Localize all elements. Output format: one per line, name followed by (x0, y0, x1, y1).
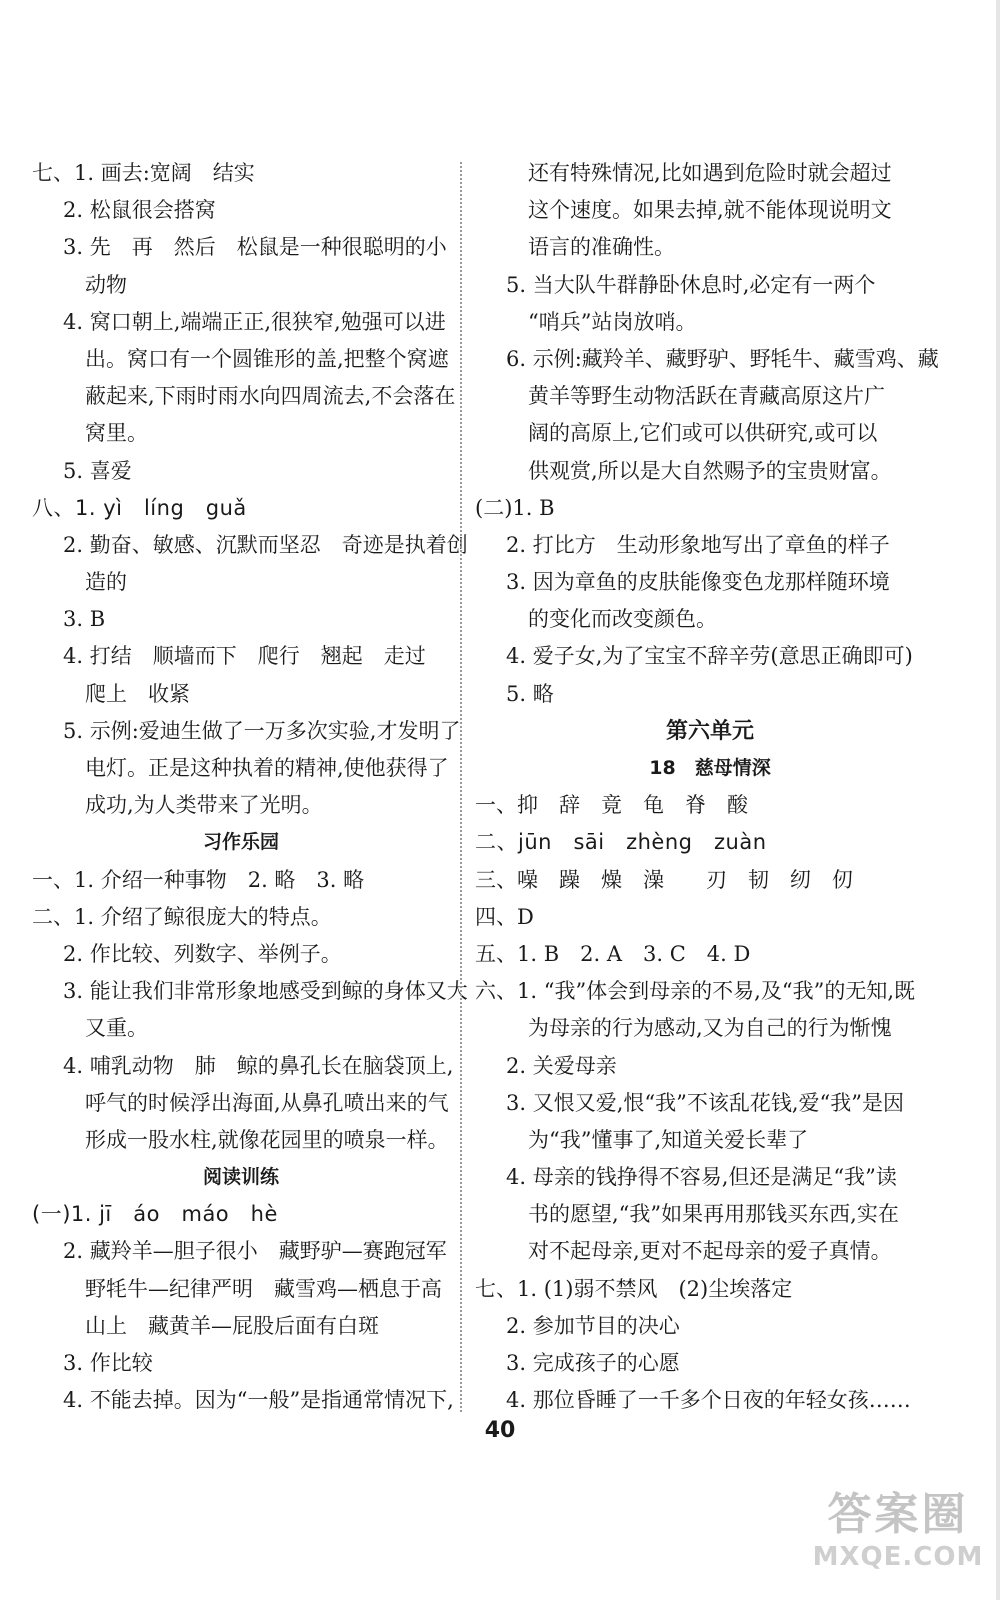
answer-line: 的变化而改变颜色。 (528, 607, 717, 632)
page-number: 40 (484, 1418, 516, 1443)
left-column (32, 155, 468, 1419)
answer-line: 动物 (85, 272, 127, 297)
answer-line: 这个速度。如果去掉,就不能体现说明文 (528, 198, 892, 223)
answer-line: 造的 (85, 570, 127, 595)
right-column (475, 155, 945, 1419)
answer-line: 蔽起来,下雨时雨水向四周流去,不会落在 (85, 384, 456, 409)
answer-line: 三、噪 躁 燥 澡 刃 韧 纫 仞 (475, 867, 853, 892)
watermark-text: 答案圈 (827, 1489, 969, 1540)
answer-line: 5. 喜爱 (63, 458, 132, 483)
answer-line: 2. 勤奋、敏感、沉默而坚忍 奇迹是执着创 (63, 532, 468, 557)
answer-line: 5. 示例:爱迪生做了一万多次实验,才发明了 (63, 718, 461, 743)
answer-line: 一、抑 辞 竟 龟 脊 酸 (475, 793, 748, 818)
answer-line: 3. 完成孩子的心愿 (506, 1351, 680, 1375)
answer-line: 五、1. B 2. A 3. C 4. D (475, 941, 751, 966)
answer-line: (二)1. B (475, 495, 555, 520)
answer-line: 3. B (63, 607, 106, 632)
section-heading: 习作乐园 (202, 831, 279, 854)
answer-line: 4. 爱子女,为了宝宝不辞辛劳(意思正确即可) (506, 644, 913, 669)
answer-line: 八、1. yì líng guǎ (32, 495, 247, 520)
answer-line: 一、1. 介绍一种事物 2. 略 3. 略 (32, 867, 365, 892)
answer-line: 为“我”懂事了,知道关爱长辈了 (528, 1127, 809, 1152)
answer-line: 四、D (475, 904, 534, 929)
answer-line: 黄羊等野生动物活跃在青藏高原这片广 (528, 384, 885, 409)
answer-line: 5. 当大队牛群静卧休息时,必定有一两个 (506, 272, 876, 297)
answer-line: 七、1. 画去:宽阔 结实 (32, 161, 255, 185)
answer-line: 对不起母亲,更对不起母亲的爱子真情。 (528, 1239, 892, 1264)
answer-line: 2. 藏羚羊—胆子很小 藏野驴—赛跑冠军 (63, 1239, 447, 1264)
answer-line: 4. 打结 顺墙而下 爬行 翘起 走过 (63, 644, 426, 669)
answer-line: 语言的准确性。 (528, 235, 675, 260)
answer-line: 形成一股水柱,就像花园里的喷泉一样。 (85, 1127, 449, 1152)
answer-line: 成功,为人类带来了光明。 (85, 793, 323, 818)
answer-line: 2. 打比方 生动形象地写出了章鱼的样子 (506, 532, 890, 557)
watermark-logo (808, 1478, 988, 1590)
answer-line: 2. 参加节目的决心 (506, 1313, 680, 1338)
answer-line: 4. 哺乳动物 肺 鲸的鼻孔长在脑袋顶上, (63, 1053, 454, 1078)
answer-line: 山上 藏黄羊—屁股后面有白斑 (85, 1313, 379, 1338)
answer-line: 还有特殊情况,比如遇到危险时就会超过 (528, 161, 892, 185)
answer-line: 为母亲的行为感动,又为自己的行为惭愧 (528, 1016, 892, 1041)
watermark-domain: MXQE.COM (812, 1542, 984, 1572)
answer-line: 4. 母亲的钱挣得不容易,但还是满足“我”读 (506, 1165, 897, 1190)
answer-line: 阔的高原上,它们或可以供研究,或可以 (528, 421, 878, 446)
answer-line: 书的愿望,“我”如果再用那钱买东西,实在 (528, 1202, 899, 1227)
answer-line: 3. 作比较 (63, 1351, 153, 1375)
answer-line: 爬上 收紧 (85, 681, 190, 706)
answer-line: 二、jūn sāi zhèng zuàn (475, 830, 767, 855)
answer-line: 七、1. (1)弱不禁风 (2)尘埃落定 (475, 1276, 793, 1301)
answer-line: 六、1. “我”体会到母亲的不易,及“我”的无知,既 (475, 979, 916, 1004)
section-heading: 18 慈母情深 (649, 757, 771, 779)
page-edge (996, 0, 1000, 1600)
answer-line: 2. 作比较、列数字、举例子。 (63, 941, 342, 966)
answer-line: 3. 又恨又爱,恨“我”不该乱花钱,爱“我”是因 (506, 1090, 905, 1115)
answer-line: (一)1. jī áo máo hè (32, 1202, 278, 1227)
answer-line: 4. 不能去掉。因为“一般”是指通常情况下, (63, 1388, 454, 1413)
section-heading: 阅读训练 (202, 1166, 279, 1189)
answer-line: 呼气的时候浮出海面,从鼻孔喷出来的气 (85, 1090, 449, 1115)
answer-line: 3. 因为章鱼的皮肤能像变色龙那样随环境 (506, 570, 890, 595)
answer-line: 供观赏,所以是大自然赐予的宝贵财富。 (528, 458, 892, 483)
answer-line: 3. 能让我们非常形象地感受到鲸的身体又大 (63, 979, 468, 1004)
answer-line: 4. 窝口朝上,端端正正,很狭窄,勉强可以进 (63, 309, 446, 334)
column-divider (460, 162, 462, 1412)
section-heading: 第六单元 (665, 718, 754, 744)
answer-line: 电灯。正是这种执着的精神,使他获得了 (85, 756, 449, 780)
answer-line: “哨兵”站岗放哨。 (528, 309, 697, 334)
answer-line: 又重。 (85, 1016, 148, 1041)
answer-line: 5. 略 (506, 681, 554, 706)
answer-line: 2. 关爱母亲 (506, 1053, 617, 1078)
answer-line: 野牦牛—纪律严明 藏雪鸡—栖息于高 (85, 1276, 442, 1301)
answer-line: 出。窝口有一个圆锥形的盖,把整个窝遮 (85, 346, 449, 371)
answer-line: 窝里。 (85, 421, 148, 446)
answer-line: 2. 松鼠很会搭窝 (63, 198, 216, 223)
answer-line: 6. 示例:藏羚羊、藏野驴、野牦牛、藏雪鸡、藏 (506, 346, 939, 371)
answer-line: 二、1. 介绍了鲸很庞大的特点。 (32, 904, 332, 929)
answer-line: 3. 先 再 然后 松鼠是一种很聪明的小 (63, 235, 447, 260)
answer-line: 4. 那位昏睡了一千多个日夜的年轻女孩…… (506, 1388, 911, 1413)
